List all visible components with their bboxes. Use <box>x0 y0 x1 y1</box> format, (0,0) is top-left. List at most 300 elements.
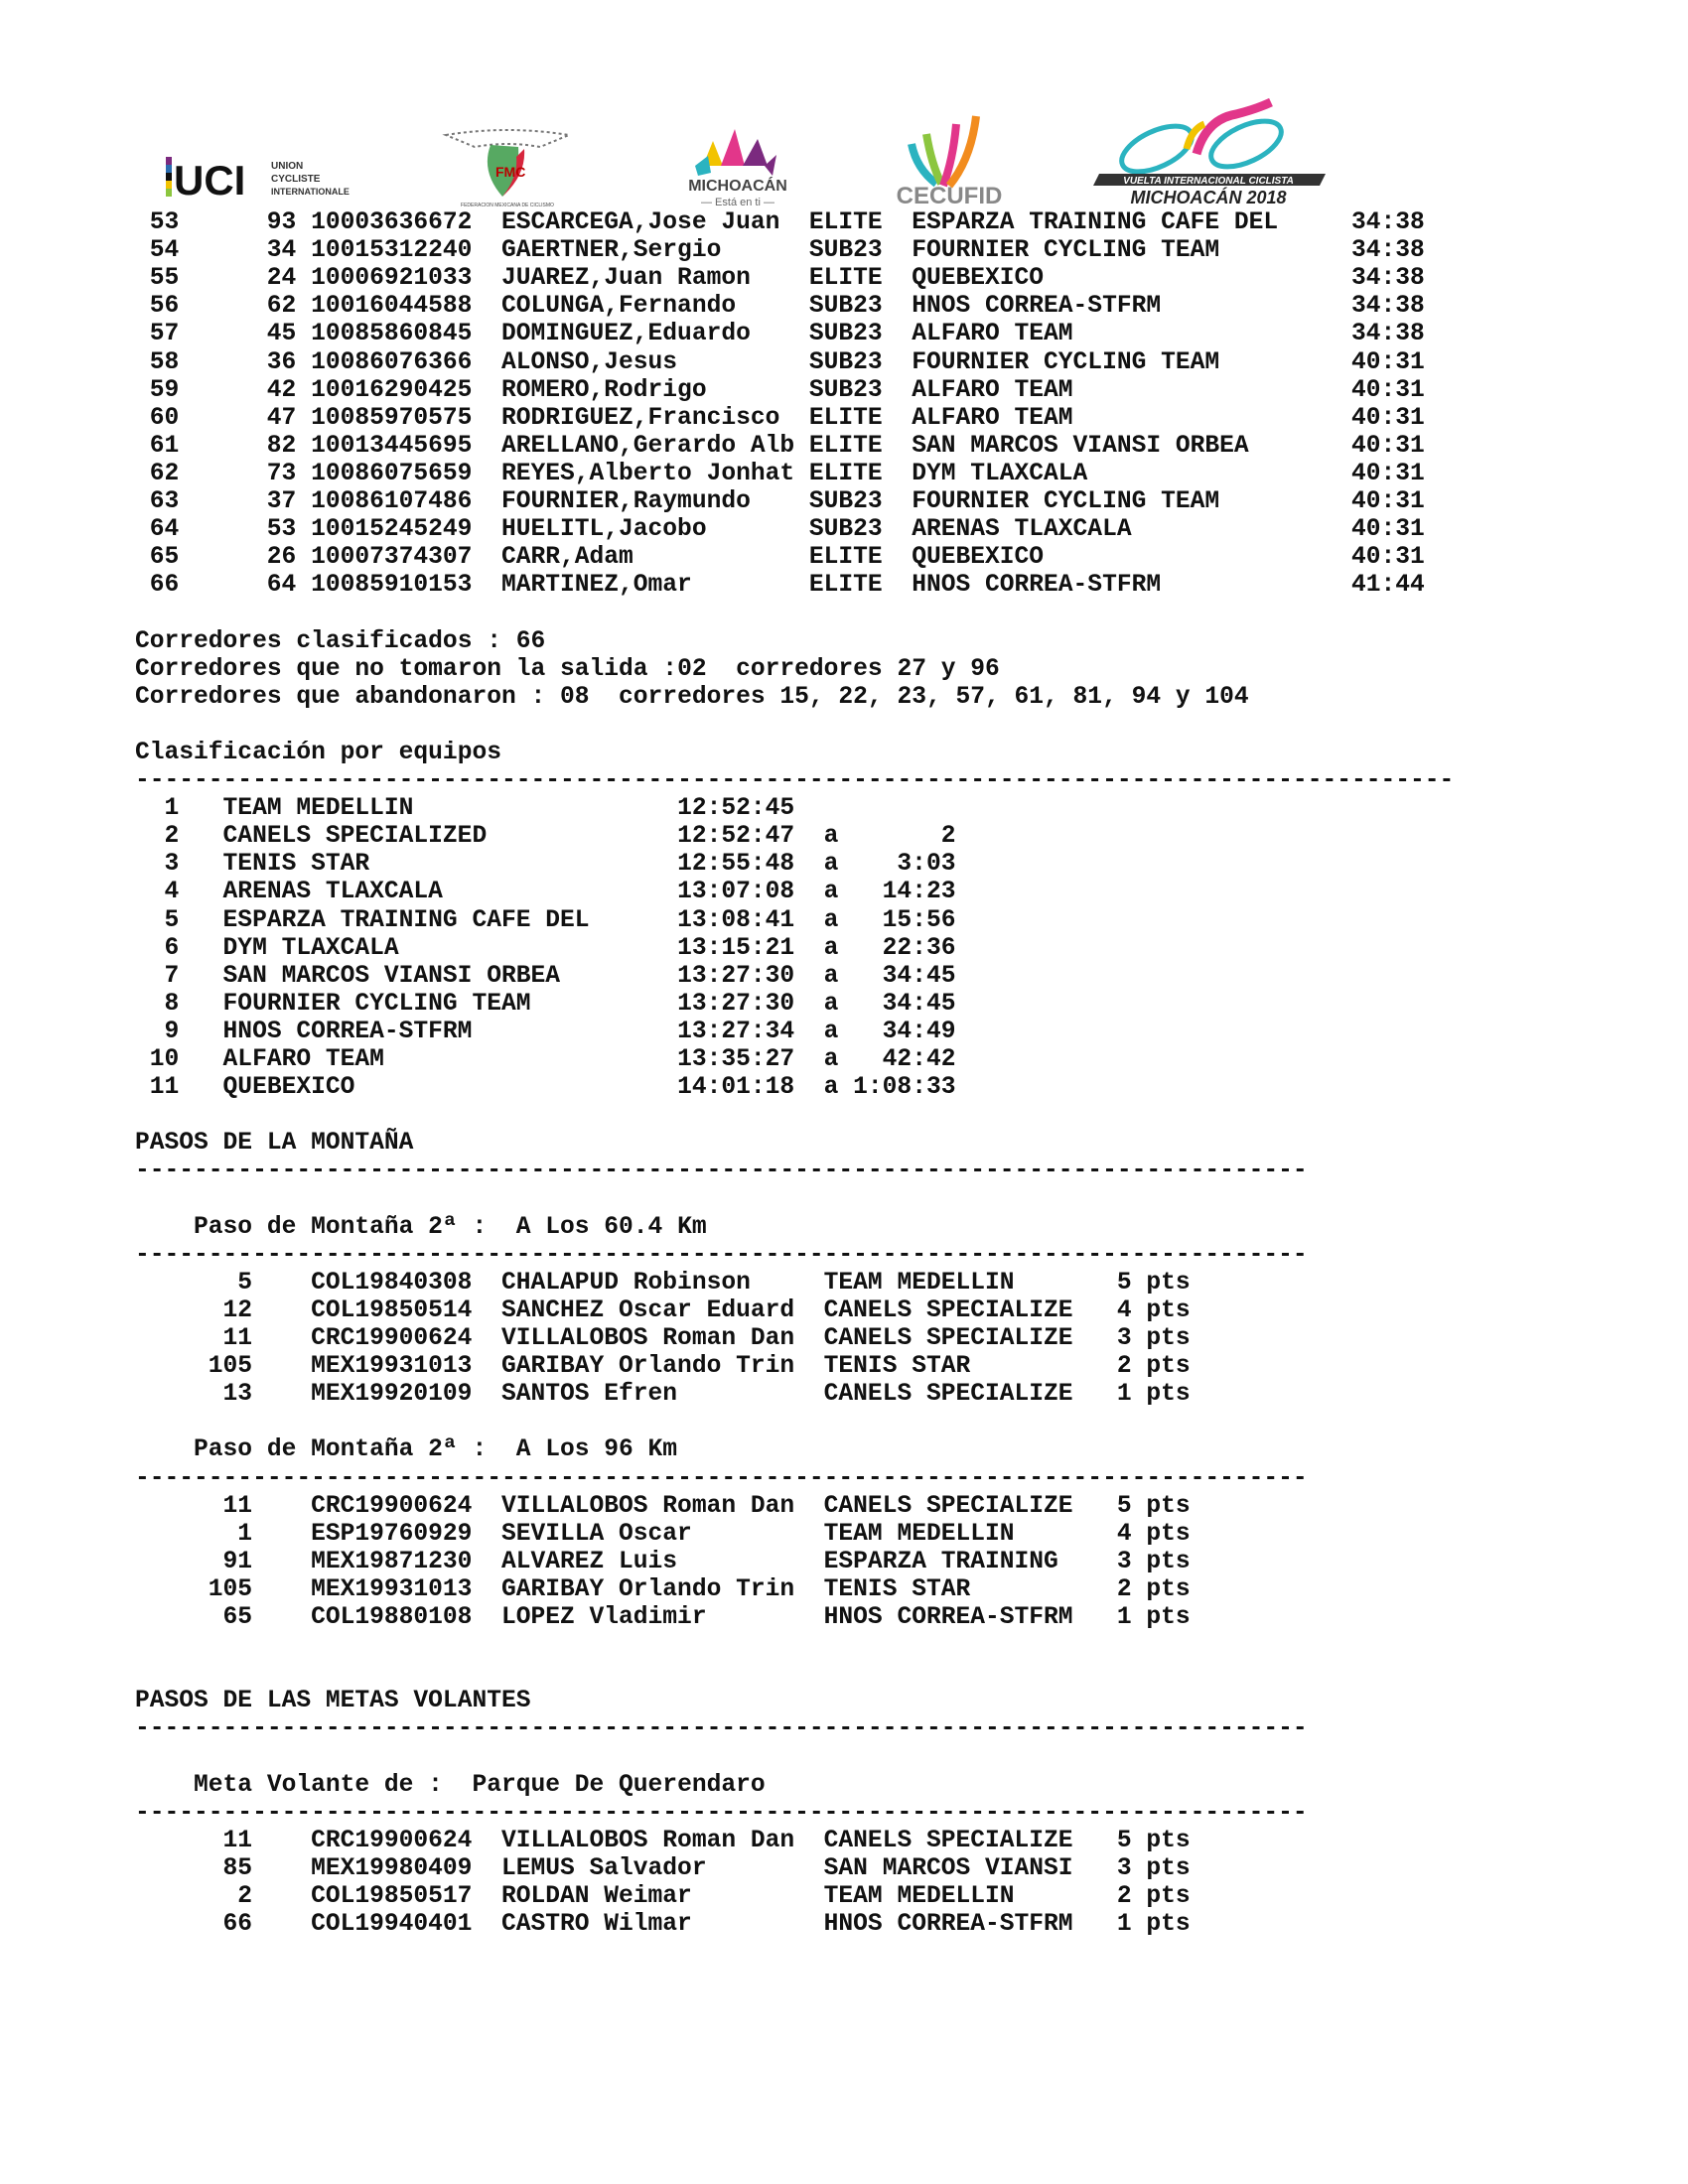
bib-number: 62 <box>266 293 297 321</box>
team-row <box>135 935 1624 963</box>
sponsor-logos <box>0 0 1688 213</box>
result-row <box>135 461 1624 488</box>
uci-id: 10015245249 <box>311 516 473 544</box>
fmc-text: FEDERACION MEXICANA DE CICLISMO <box>461 203 554 208</box>
gap-marker: a <box>823 1018 839 1045</box>
bib-number: 12 <box>222 1297 253 1324</box>
bib-number: 93 <box>266 209 297 236</box>
team-gap: 14:23 <box>882 879 956 906</box>
finish-time: 34:38 <box>1350 321 1425 348</box>
summary-text: Corredores clasificados : 66 <box>135 627 546 655</box>
bib-number: 11 <box>222 1325 253 1352</box>
separator-line: -------------------------------------------------------------------------------- <box>135 1158 1308 1185</box>
uci-id: 10013445695 <box>311 432 473 460</box>
result-row <box>135 349 1624 377</box>
category: ELITE <box>808 572 883 600</box>
finish-time: 41:44 <box>1350 572 1425 600</box>
uci-id: 10016044588 <box>311 293 473 321</box>
vuelta-banner: VUELTA INTERNACIONAL CICLISTA <box>1123 176 1294 187</box>
points: 3 pts <box>1116 1854 1191 1882</box>
bib-number: 91 <box>222 1548 253 1575</box>
bib-number: 34 <box>266 237 297 265</box>
summary-line <box>135 684 1624 712</box>
bib-number: 1 <box>237 1520 253 1548</box>
pass-row <box>135 1297 1624 1325</box>
finish-time: 40:31 <box>1350 544 1425 572</box>
team-time: 12:52:47 <box>677 823 795 851</box>
gap-marker: a <box>823 990 839 1018</box>
rider-code: CRC19900624 <box>311 1827 473 1854</box>
rider-name: DOMINGUEZ,Eduardo <box>500 321 751 348</box>
points: 2 pts <box>1116 1353 1191 1381</box>
team-name: CANELS SPECIALIZE <box>823 1827 1073 1854</box>
result-row <box>135 293 1624 321</box>
team-name: TENIS STAR <box>823 1575 971 1603</box>
pass-heading: Paso de Montaña 2ª : A Los 60.4 Km <box>194 1213 707 1241</box>
position: 59 <box>149 376 180 404</box>
pass-row <box>135 1883 1624 1911</box>
rider-code: COL19850517 <box>311 1883 473 1910</box>
rider-name: CARR,Adam <box>500 544 633 572</box>
team-time: 13:15:21 <box>677 934 795 962</box>
bib-number: 24 <box>266 265 297 293</box>
points: 3 pts <box>1116 1325 1191 1352</box>
result-row <box>135 237 1624 265</box>
uci-id: 10086075659 <box>311 460 473 487</box>
category: ELITE <box>808 209 883 236</box>
team-name: ARENAS TLAXCALA <box>222 879 443 906</box>
rider-code: COL19880108 <box>311 1604 473 1631</box>
team-name: TENIS STAR <box>823 1353 971 1381</box>
rider-name: ALVAREZ Luis <box>500 1548 678 1575</box>
separator-line: -------------------------------------------------------------------------------- <box>135 1799 1308 1827</box>
pass-row <box>135 1549 1624 1576</box>
bib-number: 37 <box>266 488 297 515</box>
team-name: ALFARO TEAM <box>222 1046 384 1073</box>
gap-marker: a <box>823 879 839 906</box>
gap-marker: a <box>823 1046 839 1073</box>
rider-code: MEX19871230 <box>311 1548 473 1575</box>
points: 3 pts <box>1116 1548 1191 1575</box>
bib-number: 66 <box>222 1911 253 1939</box>
michoacan-text: — Está en ti — <box>701 197 774 208</box>
position: 57 <box>149 321 180 348</box>
position: 54 <box>149 237 180 265</box>
uci-text-1: UNION <box>271 161 304 172</box>
position: 65 <box>149 544 180 572</box>
cecufid-logo <box>882 104 1017 208</box>
position: 56 <box>149 293 180 321</box>
pass-row <box>135 1325 1624 1353</box>
pass-row <box>135 1576 1624 1604</box>
uci-text-2: CYCLISTE <box>271 174 321 185</box>
section-title <box>135 740 1624 767</box>
team-name: DYM TLAXCALA <box>222 934 399 962</box>
category: SUB23 <box>808 321 883 348</box>
bib-number: 73 <box>266 460 297 487</box>
result-row <box>135 209 1624 237</box>
bib-number: 5 <box>237 1269 253 1297</box>
cecufid-mark: CECUFID <box>896 183 1003 208</box>
pass-row <box>135 1381 1624 1409</box>
points: 5 pts <box>1116 1492 1191 1520</box>
finish-time: 40:31 <box>1350 488 1425 515</box>
rider-name: GARIBAY Orlando Trin <box>500 1575 795 1603</box>
bib-number: 26 <box>266 544 297 572</box>
vuelta-michoacan-logo <box>1087 94 1331 208</box>
team-name: ARENAS TLAXCALA <box>912 516 1132 544</box>
team-time: 13:08:41 <box>677 906 795 934</box>
separator-line: -------------------------------------------------------------------------------- <box>135 1715 1308 1743</box>
pass-row <box>135 1855 1624 1883</box>
rider-name: SANCHEZ Oscar Eduard <box>500 1297 795 1324</box>
rider-name: COLUNGA,Fernando <box>500 293 737 321</box>
category: ELITE <box>808 265 883 293</box>
vuelta-title: MICHOACÁN 2018 <box>1130 188 1287 207</box>
points: 5 pts <box>1116 1827 1191 1854</box>
position: 58 <box>149 348 180 376</box>
bib-number: 105 <box>208 1353 253 1381</box>
team-classification-title: Clasificación por equipos <box>135 739 501 766</box>
team-row <box>135 907 1624 935</box>
team-name: CANELS SPECIALIZE <box>823 1297 1073 1324</box>
bib-number: 85 <box>222 1854 253 1882</box>
pass-row <box>135 1604 1624 1632</box>
bib-number: 11 <box>222 1827 253 1854</box>
result-row <box>135 488 1624 516</box>
pass-row <box>135 1493 1624 1521</box>
team-time: 13:27:34 <box>677 1018 795 1045</box>
pass-row <box>135 1828 1624 1855</box>
points: 1 pts <box>1116 1604 1191 1631</box>
team-gap: 42:42 <box>882 1046 956 1073</box>
team-name: SAN MARCOS VIANSI ORBEA <box>912 432 1249 460</box>
category: SUB23 <box>808 516 883 544</box>
category: ELITE <box>808 432 883 460</box>
team-time: 13:27:30 <box>677 990 795 1018</box>
team-rank: 7 <box>164 962 180 990</box>
team-name: TEAM MEDELLIN <box>222 795 414 823</box>
uci-id: 10006921033 <box>311 265 473 293</box>
rider-name: ESCARCEGA,Jose Juan <box>500 209 780 236</box>
team-row <box>135 991 1624 1019</box>
team-name: FOURNIER CYCLING TEAM <box>912 348 1220 376</box>
team-gap: 15:56 <box>882 906 956 934</box>
finish-time: 34:38 <box>1350 237 1425 265</box>
gap-marker: a <box>823 851 839 879</box>
pass-heading: Meta Volante de : Parque De Querendaro <box>194 1771 766 1799</box>
gap-marker: a <box>823 934 839 962</box>
rider-name: SEVILLA Oscar <box>500 1520 692 1548</box>
uci-id: 10016290425 <box>311 376 473 404</box>
team-name: HNOS CORREA-STFRM <box>912 293 1162 321</box>
team-name: CANELS SPECIALIZE <box>823 1325 1073 1352</box>
team-rank: 1 <box>164 795 180 823</box>
bib-number: 11 <box>222 1492 253 1520</box>
team-rank: 9 <box>164 1018 180 1045</box>
uci-id: 10085970575 <box>311 404 473 432</box>
team-gap: 34:49 <box>882 1018 956 1045</box>
rider-name: MARTINEZ,Omar <box>500 572 692 600</box>
uci-id: 10085860845 <box>311 321 473 348</box>
rider-name: GAERTNER,Sergio <box>500 237 722 265</box>
pass-heading <box>135 1772 1624 1800</box>
result-row <box>135 544 1624 572</box>
rider-name: ROMERO,Rodrigo <box>500 376 707 404</box>
finish-time: 34:38 <box>1350 293 1425 321</box>
team-name: TEAM MEDELLIN <box>823 1269 1015 1297</box>
points: 1 pts <box>1116 1911 1191 1939</box>
team-row <box>135 851 1624 879</box>
team-time: 14:01:18 <box>677 1074 795 1102</box>
result-row <box>135 433 1624 461</box>
team-name: ALFARO TEAM <box>912 404 1073 432</box>
bib-number: 36 <box>266 348 297 376</box>
team-time: 13:27:30 <box>677 962 795 990</box>
position: 62 <box>149 460 180 487</box>
gap-marker: a <box>823 1074 839 1102</box>
position: 61 <box>149 432 180 460</box>
finish-time: 40:31 <box>1350 432 1425 460</box>
rider-code: MEX19980409 <box>311 1854 473 1882</box>
summary-line <box>135 628 1624 656</box>
team-gap: 34:45 <box>882 990 956 1018</box>
separator-line: ------------------------------------------------------------------------------------------ <box>135 767 1455 794</box>
rider-code: MEX19931013 <box>311 1575 473 1603</box>
summary-text: Corredores que abandonaron : 08 corredores 15, 22, 23, 57, 61, 81, 94 y 104 <box>135 683 1249 711</box>
team-row <box>135 795 1624 823</box>
fmc-logo <box>441 127 574 208</box>
rider-name: VILLALOBOS Roman Dan <box>500 1827 795 1854</box>
rider-code: MEX19920109 <box>311 1381 473 1409</box>
team-gap: 22:36 <box>882 934 956 962</box>
team-gap: 3:03 <box>897 851 956 879</box>
bib-number: 42 <box>266 376 297 404</box>
team-name: ESPARZA TRAINING CAFE DEL <box>912 209 1279 236</box>
bib-number: 105 <box>208 1575 253 1603</box>
rider-name: REYES,Alberto Jonhat <box>500 460 795 487</box>
section-title <box>135 1688 1624 1715</box>
result-row <box>135 405 1624 433</box>
team-name: CANELS SPECIALIZE <box>823 1381 1073 1409</box>
team-row <box>135 1046 1624 1074</box>
team-name: HNOS CORREA-STFRM <box>912 572 1162 600</box>
team-name: ALFARO TEAM <box>912 321 1073 348</box>
team-row <box>135 963 1624 991</box>
position: 55 <box>149 265 180 293</box>
rider-name: LEMUS Salvador <box>500 1854 707 1882</box>
result-row <box>135 516 1624 544</box>
pass-row <box>135 1911 1624 1939</box>
team-name: FOURNIER CYCLING TEAM <box>912 237 1220 265</box>
rider-code: COL19850514 <box>311 1297 473 1324</box>
team-rank: 11 <box>149 1074 180 1102</box>
team-name: HNOS CORREA-STFRM <box>823 1604 1073 1631</box>
category: SUB23 <box>808 376 883 404</box>
category: SUB23 <box>808 348 883 376</box>
team-name: ESPARZA TRAINING CAFE DEL <box>222 906 590 934</box>
uci-id: 10085910153 <box>311 572 473 600</box>
team-row <box>135 1019 1624 1046</box>
team-rank: 2 <box>164 823 180 851</box>
team-gap: 1:08:33 <box>853 1074 956 1102</box>
team-name: ESPARZA TRAINING <box>823 1548 1058 1575</box>
team-name: ALFARO TEAM <box>912 376 1073 404</box>
rider-code: MEX19931013 <box>311 1353 473 1381</box>
team-gap: 2 <box>940 823 956 851</box>
finish-time: 34:38 <box>1350 209 1425 236</box>
category: SUB23 <box>808 488 883 515</box>
pass-heading <box>135 1436 1624 1464</box>
rider-code: CRC19900624 <box>311 1325 473 1352</box>
rider-name: CASTRO Wilmar <box>500 1911 692 1939</box>
gap-marker: a <box>823 823 839 851</box>
team-name: TEAM MEDELLIN <box>823 1520 1015 1548</box>
team-name: HNOS CORREA-STFRM <box>823 1911 1073 1939</box>
points: 1 pts <box>1116 1381 1191 1409</box>
fmc-mark: FMC <box>495 164 526 180</box>
bib-number: 47 <box>266 404 297 432</box>
category: SUB23 <box>808 237 883 265</box>
category: ELITE <box>808 404 883 432</box>
team-rank: 5 <box>164 906 180 934</box>
pass-heading <box>135 1214 1624 1242</box>
category: SUB23 <box>808 293 883 321</box>
points: 2 pts <box>1116 1575 1191 1603</box>
pass-row <box>135 1353 1624 1381</box>
gap-marker: a <box>823 906 839 934</box>
uci-id: 10003636672 <box>311 209 473 236</box>
team-name: CANELS SPECIALIZED <box>222 823 488 851</box>
gap-marker: a <box>823 962 839 990</box>
rider-code: COL19940401 <box>311 1911 473 1939</box>
separator-line: -------------------------------------------------------------------------------- <box>135 1241 1308 1269</box>
team-name: QUEBEXICO <box>222 1074 355 1102</box>
result-row <box>135 377 1624 405</box>
team-row <box>135 879 1624 906</box>
bib-number: 2 <box>237 1883 253 1910</box>
bib-number: 13 <box>222 1381 253 1409</box>
uci-id: 10086107486 <box>311 488 473 515</box>
points: 5 pts <box>1116 1269 1191 1297</box>
team-name: FOURNIER CYCLING TEAM <box>912 488 1220 515</box>
team-name: TEAM MEDELLIN <box>823 1883 1015 1910</box>
category: ELITE <box>808 544 883 572</box>
rider-name: RODRIGUEZ,Francisco <box>500 404 780 432</box>
finish-time: 40:31 <box>1350 376 1425 404</box>
result-row <box>135 265 1624 293</box>
category: ELITE <box>808 460 883 487</box>
team-name: CANELS SPECIALIZE <box>823 1492 1073 1520</box>
michoacan-logo <box>673 121 802 208</box>
team-name: DYM TLAXCALA <box>912 460 1088 487</box>
finish-time: 40:31 <box>1350 348 1425 376</box>
pass-row <box>135 1521 1624 1549</box>
team-time: 12:52:45 <box>677 795 795 823</box>
rider-name: SANTOS Efren <box>500 1381 678 1409</box>
points: 4 pts <box>1116 1297 1191 1324</box>
pass-row <box>135 1270 1624 1297</box>
bib-number: 53 <box>266 516 297 544</box>
points: 2 pts <box>1116 1883 1191 1910</box>
rider-code: ESP19760929 <box>311 1520 473 1548</box>
team-row <box>135 1074 1624 1102</box>
team-rank: 3 <box>164 851 180 879</box>
team-name: FOURNIER CYCLING TEAM <box>222 990 531 1018</box>
team-rank: 6 <box>164 934 180 962</box>
bib-number: 64 <box>266 572 297 600</box>
bib-number: 45 <box>266 321 297 348</box>
rider-name: ALONSO,Jesus <box>500 348 678 376</box>
uci-text-3: INTERNATIONALE <box>271 187 350 197</box>
uci-id: 10015312240 <box>311 237 473 265</box>
team-name: QUEBEXICO <box>912 544 1045 572</box>
bib-number: 65 <box>222 1604 253 1631</box>
rider-name: LOPEZ Vladimir <box>500 1604 707 1631</box>
team-name: QUEBEXICO <box>912 265 1045 293</box>
team-time: 13:07:08 <box>677 879 795 906</box>
position: 64 <box>149 516 180 544</box>
rider-name: ROLDAN Weimar <box>500 1883 692 1910</box>
finish-time: 40:31 <box>1350 516 1425 544</box>
team-time: 12:55:48 <box>677 851 795 879</box>
uci-mark: UCI <box>174 157 246 204</box>
result-row <box>135 321 1624 348</box>
rider-name: CHALAPUD Robinson <box>500 1269 751 1297</box>
rider-name: GARIBAY Orlando Trin <box>500 1353 795 1381</box>
bib-number: 82 <box>266 432 297 460</box>
rider-name: VILLALOBOS Roman Dan <box>500 1325 795 1352</box>
position: 53 <box>149 209 180 236</box>
team-name: SAN MARCOS VIANSI <box>823 1854 1073 1882</box>
rider-name: HUELITL,Jacobo <box>500 516 707 544</box>
team-row <box>135 823 1624 851</box>
rider-code: COL19840308 <box>311 1269 473 1297</box>
summary-line <box>135 656 1624 684</box>
team-rank: 8 <box>164 990 180 1018</box>
team-name: HNOS CORREA-STFRM <box>222 1018 473 1045</box>
finish-time: 40:31 <box>1350 404 1425 432</box>
sprints-title: PASOS DE LAS METAS VOLANTES <box>135 1688 531 1715</box>
section-title <box>135 1130 1624 1158</box>
position: 60 <box>149 404 180 432</box>
uci-id: 10007374307 <box>311 544 473 572</box>
finish-time: 40:31 <box>1350 460 1425 487</box>
team-rank: 10 <box>149 1046 180 1073</box>
rider-name: JUAREZ,Juan Ramon <box>500 265 751 293</box>
rider-code: CRC19900624 <box>311 1492 473 1520</box>
team-name: SAN MARCOS VIANSI ORBEA <box>222 962 560 990</box>
rider-name: FOURNIER,Raymundo <box>500 488 751 515</box>
mountain-title: PASOS DE LA MONTAÑA <box>135 1130 414 1158</box>
position: 66 <box>149 572 180 600</box>
finish-time: 34:38 <box>1350 265 1425 293</box>
team-name: TENIS STAR <box>222 851 370 879</box>
position: 63 <box>149 488 180 515</box>
team-time: 13:35:27 <box>677 1046 795 1073</box>
uci-logo <box>164 149 362 205</box>
uci-id: 10086076366 <box>311 348 473 376</box>
rider-name: ARELLANO,Gerardo Alb <box>500 432 795 460</box>
result-row <box>135 572 1624 600</box>
michoacan-mark: MICHOACÁN <box>688 178 787 195</box>
team-gap: 34:45 <box>882 962 956 990</box>
pass-heading: Paso de Montaña 2ª : A Los 96 Km <box>194 1436 678 1464</box>
summary-text: Corredores que no tomaron la salida :02 corredores 27 y 96 <box>135 655 1000 683</box>
points: 4 pts <box>1116 1520 1191 1548</box>
separator-line: -------------------------------------------------------------------------------- <box>135 1464 1308 1492</box>
rider-name: VILLALOBOS Roman Dan <box>500 1492 795 1520</box>
